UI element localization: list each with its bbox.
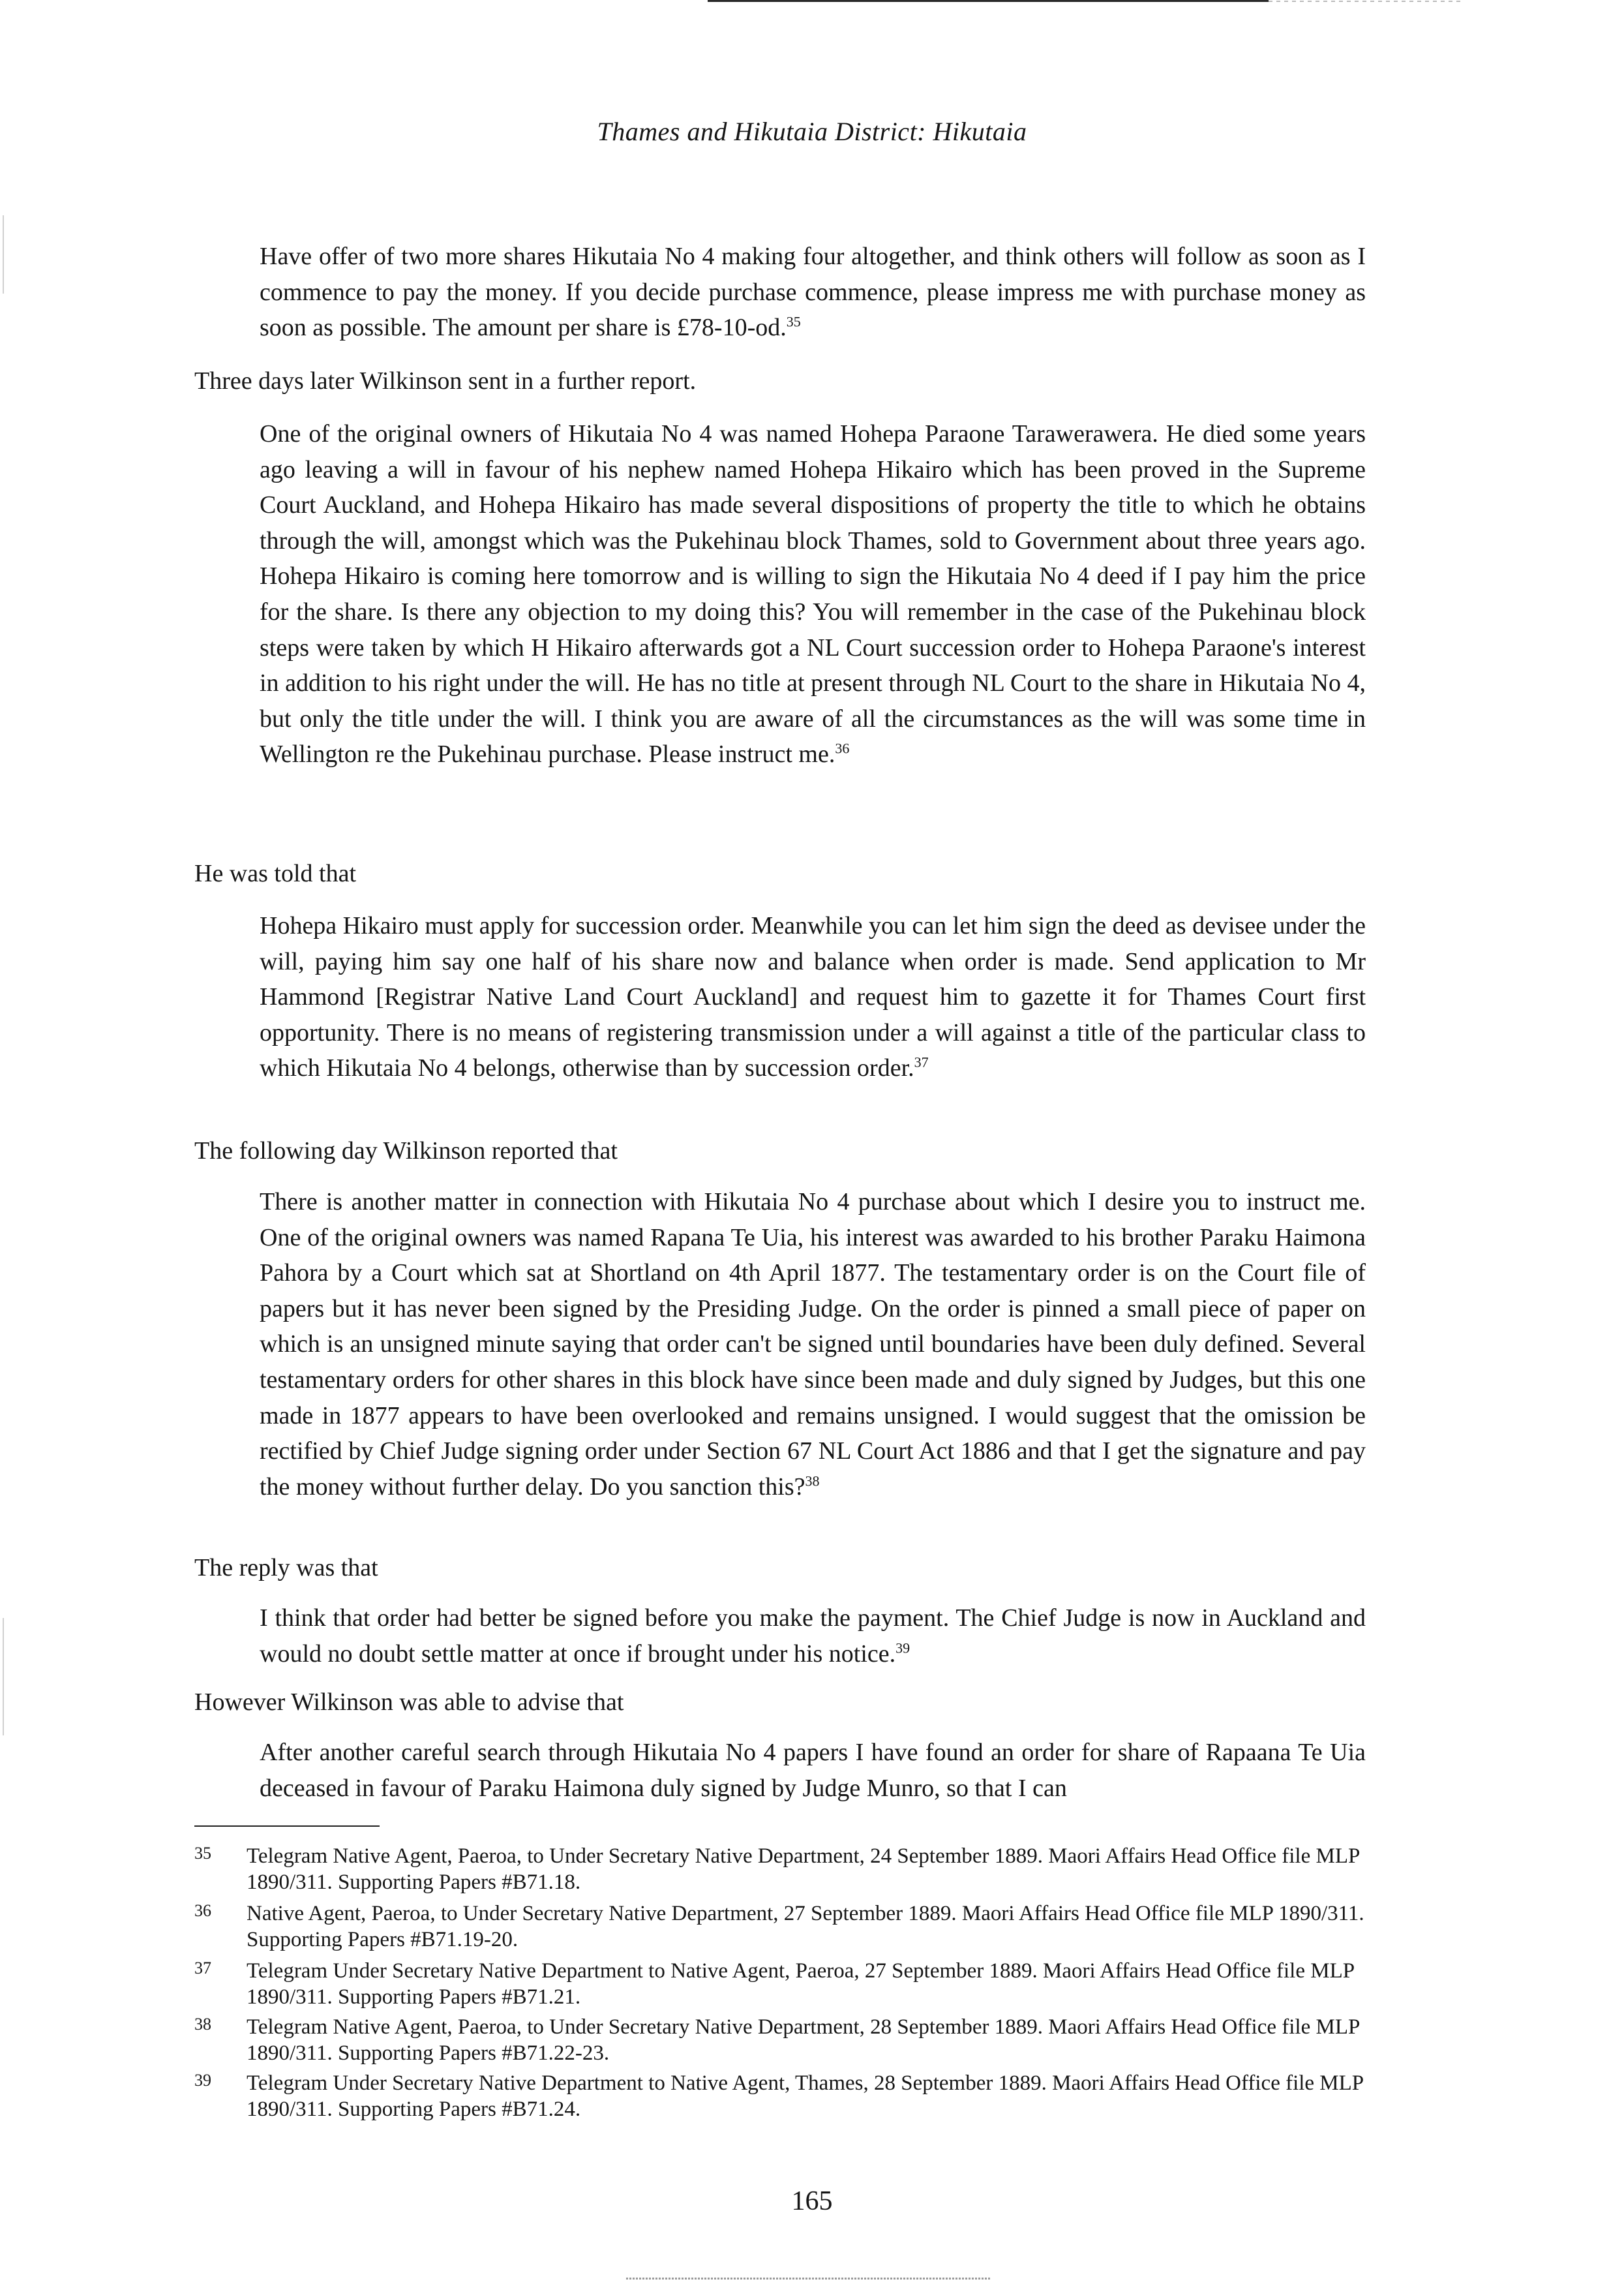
footnote-text: Telegram Native Agent, Paeroa, to Under Secretary Native Department, 28 September 1889. Maori Affairs Head Office file MLP 1890/311. Supporting Papers #B71.22-23. <box>247 2015 1360 2065</box>
bottom-scan-line <box>626 2278 991 2280</box>
narrative-line <box>194 1685 1366 1720</box>
footnote-number: 36 <box>194 1901 211 1920</box>
top-rule-faint <box>1269 1 1464 2</box>
footnote-number: 35 <box>194 1844 211 1863</box>
footnote-text: Telegram Under Secretary Native Department to Native Agent, Thames, 28 September 1889. Maori Affairs Head Office file MLP 1890/311. Supporting Papers #B71.24. <box>247 2071 1363 2121</box>
block-text: The following day Wilkinson reported that <box>194 1137 618 1165</box>
top-rule <box>708 0 1269 2</box>
footnote-ref: 38 <box>805 1472 820 1489</box>
footnote-ref: 37 <box>914 1054 929 1071</box>
block-text: Three days later Wilkinson sent in a further report. <box>194 367 697 395</box>
block-text: He was told that <box>194 860 357 887</box>
footnote-ref: 36 <box>835 740 850 757</box>
block-quote <box>260 908 1366 1086</box>
block-text: There is another matter in connection with Hikutaia No 4 purchase about which I desire you to instruct me. One of the original owners was named Rapana Te Uia, his interest was awarded to his brother Paraku Haimona Pahora by a Court which sat at Shortland on 4th April 1877. The testamentary order is on the Court file of papers but it has never been signed by the Presiding Judge. On the order is pinned a small piece of paper on which is an unsigned minute saying that order can't be signed until boundaries have been duly defined. Several testamentary orders for other shares in this block have since been made and duly signed by Judges, but this one made in 1877 appears to have been overlooked and remains unsigned. I would suggest that the omission be rectified by Chief Judge signing order under Section 67 NL Court Act 1886 and that I get the signature and pay the money without further delay. Do you sanction this? <box>260 1188 1366 1501</box>
footnote-text: Telegram Under Secretary Native Department to Native Agent, Paeroa, 27 September 1889. Maori Affairs Head Office file MLP 1890/311. Supporting Papers #B71.21. <box>247 1959 1354 2009</box>
footnote-ref: 39 <box>895 1639 910 1656</box>
footnote-rule <box>194 1825 380 1827</box>
block-quote <box>260 1184 1366 1504</box>
footnote-number: 37 <box>194 1959 211 1977</box>
footnote-text: Native Agent, Paeroa, to Under Secretary Native Department, 27 September 1889. Maori Affairs Head Office file MLP 1890/311. Supporting Papers #B71.19-20. <box>247 1902 1364 1951</box>
footnote-ref: 35 <box>786 313 801 330</box>
narrative-line <box>194 856 1366 892</box>
scan-margin-mark <box>3 1618 4 1735</box>
block-quote <box>260 239 1366 346</box>
narrative-line <box>194 1133 1366 1169</box>
block-text: After another careful search through Hikutaia No 4 papers I have found an order for share of Rapaana Te Uia deceased in favour of Paraku Haimona duly signed by Judge Munro, so that I can <box>260 1739 1366 1802</box>
running-head: Thames and Hikutaia District: Hikutaia <box>597 117 1027 146</box>
narrative-line <box>194 1550 1366 1586</box>
footnote-number: 38 <box>194 2015 211 2034</box>
block-text: I think that order had better be signed before you make the payment. The Chief Judge is now in Auckland and would no doubt settle matter at once if brought under his notice. <box>260 1604 1366 1668</box>
page-number: 165 <box>791 2186 833 2216</box>
block-text: The reply was that <box>194 1554 378 1581</box>
block-text: Have offer of two more shares Hikutaia No 4 making four altogether, and think others will follow as soon as I commence to pay the money. If you decide purchase commence, please impress me with purchase money as soon as possible. The amount per share is £78-10-od. <box>260 243 1366 342</box>
block-text: Hohepa Hikairo must apply for succession order. Meanwhile you can let him sign the deed as devisee under the will, paying him say one half of his share now and balance when order is made. Send application to Mr Hammond [Registrar Native Land Court Auckland] and request him to gazette it for Thames Court first opportunity. There is no means of registering transmission under a will against a title of the particular class to which Hikutaia No 4 belongs, otherwise than by succession order. <box>260 912 1366 1082</box>
block-quote <box>260 1600 1366 1671</box>
block-text: One of the original owners of Hikutaia No 4 was named Hohepa Paraone Tarawerawera. He died some years ago leaving a will in favour of his nephew named Hohepa Hikairo which has been proved in the Supreme Court Auckland, and Hohepa Hikairo has made several dispositions of property the title to which he obtains through the will, amongst which was the Pukehinau block Thames, sold to Government about three years ago. Hohepa Hikairo is coming here tomorrow and is willing to sign the Hikutaia No 4 deed if I pay him the price for the share. Is there any objection to my doing this? You will remember in the case of the Pukehinau block steps were taken by which H Hikairo afterwards got a NL Court succession order to Hohepa Paraone's interest in addition to his right under the will. He has no title at present through NL Court to the share in Hikutaia No 4, but only the title under the will. I think you are aware of all the circumstances as the will was some time in Wellington re the Pukehinau purchase. Please instruct me. <box>260 420 1366 769</box>
block-quote <box>260 416 1366 772</box>
footnote-number: 39 <box>194 2071 211 2090</box>
scan-margin-mark <box>3 215 4 294</box>
narrative-line <box>194 363 1366 399</box>
block-quote <box>260 1735 1366 1806</box>
block-text: However Wilkinson was able to advise that <box>194 1688 624 1716</box>
footnote-text: Telegram Native Agent, Paeroa, to Under Secretary Native Department, 24 September 1889. Maori Affairs Head Office file MLP 1890/311. Supporting Papers #B71.18. <box>247 1844 1360 1894</box>
